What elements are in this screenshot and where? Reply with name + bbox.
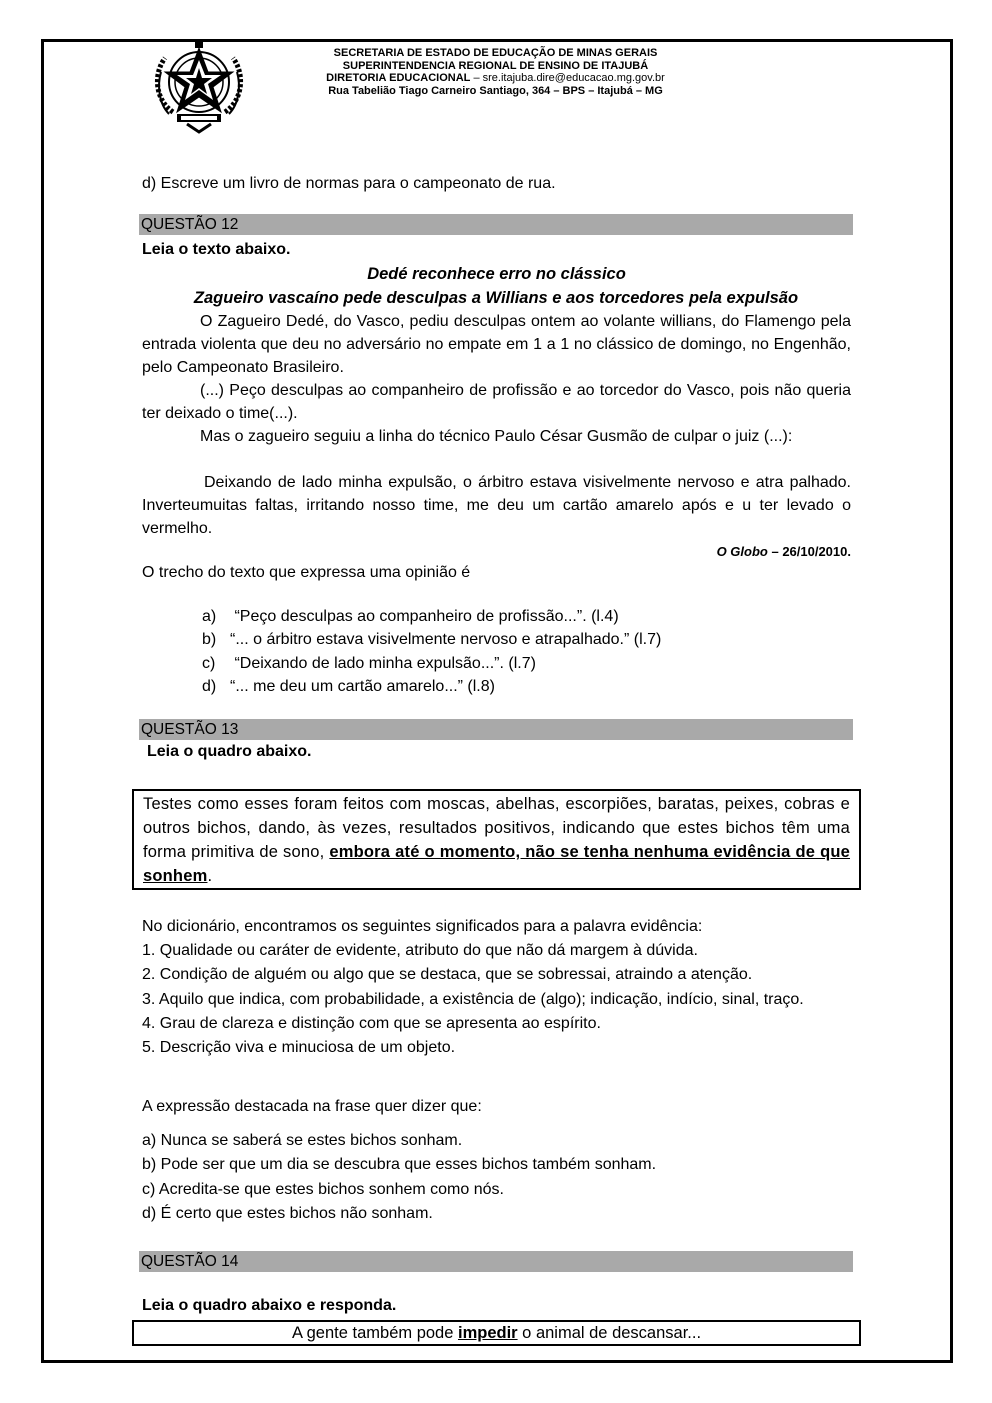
header-email: – sre.itajuba.dire@educacao.mg.gov.br xyxy=(470,72,665,85)
q13-option-d[interactable]: d) É certo que estes bichos não sonham. xyxy=(142,1204,433,1222)
article-paragraph-1: O Zagueiro Dedé, do Vasco, pediu desculpas ontem ao volante willians, do Flamengo pela entrada violenta que deu no adversário no empate em 1 a 1 no clássico de domingo, no Engenhão, pelo Campeonato Brasileiro. xyxy=(142,313,851,376)
question-14-bar: QUESTÃO 14 xyxy=(139,1251,853,1272)
article-paragraph-3: Mas o zagueiro seguiu a linha do técnico Paulo César Gusmão de culpar o juiz (...): xyxy=(200,428,793,445)
question-13-prompt: A expressão destacada na frase quer dizer que: xyxy=(142,1098,482,1115)
meaning-3: 3. Aquilo que indica, com probabilidade, a existência de (algo); indicação, indício, sinal, traço. xyxy=(142,990,804,1008)
question-12-options xyxy=(202,605,852,698)
option-d[interactable]: d) “... me deu um cartão amarelo...” (l.8) xyxy=(202,677,495,695)
article-subtitle: Zagueiro vascaíno pede desculpas a Willians e aos torcedores pela expulsão xyxy=(193,289,799,307)
meaning-2: 2. Condição de alguém ou algo que se destaca, que se sobressai, atraindo a atenção. xyxy=(142,966,753,984)
header-line-4: Rua Tabelião Tiago Carneiro Santiago, 364 – BPS – Itajubá – MG xyxy=(328,84,663,97)
article-title: Dedé reconhece erro no clássico xyxy=(367,265,626,283)
meaning-4: 4. Grau de clareza e distinção com que se apresenta ao espírito. xyxy=(142,1014,601,1032)
article-paragraph-4: Deixando de lado minha expulsão, o árbitro estava visivelmente nervoso e atra palhado. Inverteumuitas faltas, irritando nosso time, me deu um cartão amarelo após e u ter levado o vermelho. xyxy=(142,474,851,537)
article-source: O Globo – 26/10/2010. xyxy=(716,544,851,559)
question-13-text-box: Testes como esses foram feitos com moscas, abelhas, escorpiões, baratas, peixes, cobras e outros bichos, dando, às vezes, resultados positivos, indicando que estes bichos têm uma forma primitiva de sono, embora até o momento, não se tenha nenhuma evidência de que sonhem. xyxy=(132,789,861,890)
meaning-5: 5. Descrição viva e minuciosa de um objeto. xyxy=(142,1039,456,1057)
previous-question-option-d: d) Escreve um livro de normas para o campeonato de rua. xyxy=(142,175,556,192)
header-line-3: DIRETORIA EDUCACIONAL – sre.itajuba.dire@educacao.mg.gov.br xyxy=(326,72,665,85)
article-paragraph-2: (...) Peço desculpas ao companheiro de profissão e ao torcedor do Vasco, pois não queria ter deixado o time(...). xyxy=(142,382,851,422)
dictionary-section xyxy=(142,915,851,1060)
question-12-bar: QUESTÃO 12 xyxy=(139,214,853,235)
header-line-2: SUPERINTENDENCIA REGIONAL DE ENSINO DE ITAJUBÁ xyxy=(342,59,649,72)
question-13-options xyxy=(142,1129,851,1226)
q13-option-b[interactable]: b) Pode ser que um dia se descubra que esses bichos também sonham. xyxy=(142,1156,657,1174)
dictionary-intro: No dicionário, encontramos os seguintes significados para a palavra evidência: xyxy=(142,918,703,935)
question-14-instruction: Leia o quadro abaixo e responda. xyxy=(142,1297,397,1314)
coat-of-arms-emblem xyxy=(151,42,247,134)
highlighted-expression: embora até o momento, não se tenha nenhuma evidência de que sonhem xyxy=(143,843,850,885)
question-13-bar: QUESTÃO 13 xyxy=(139,719,853,740)
question-13-instruction: Leia o quadro abaixo. xyxy=(147,743,312,760)
option-b[interactable]: b) “... o árbitro estava visivelmente nervoso e atrapalhado.” (l.7) xyxy=(202,631,662,649)
question-14-text-box: A gente também pode impedir o animal de descansar... xyxy=(132,1320,861,1346)
question-12-instruction: Leia o texto abaixo. xyxy=(142,241,291,258)
option-c[interactable]: c) “Deixando de lado minha expulsão...”. (l.7) xyxy=(202,654,536,672)
q13-option-c[interactable]: c) Acredita-se que estes bichos sonhem como nós. xyxy=(142,1180,504,1198)
question-12-prompt: O trecho do texto que expressa uma opinião é xyxy=(142,564,471,581)
header-line-1: SECRETARIA DE ESTADO DE EDUCAÇÃO DE MINAS GERAIS xyxy=(333,47,658,59)
institution-header xyxy=(258,47,733,97)
q13-option-a[interactable]: a) Nunca se saberá se estes bichos sonham. xyxy=(142,1132,463,1149)
meaning-1: 1. Qualidade ou caráter de evidente, atributo do que não dá margem à dúvida. xyxy=(142,942,698,960)
option-a[interactable]: a) “Peço desculpas ao companheiro de profissão...”. (l.4) xyxy=(202,608,619,625)
highlighted-word: impedir xyxy=(457,1324,518,1342)
